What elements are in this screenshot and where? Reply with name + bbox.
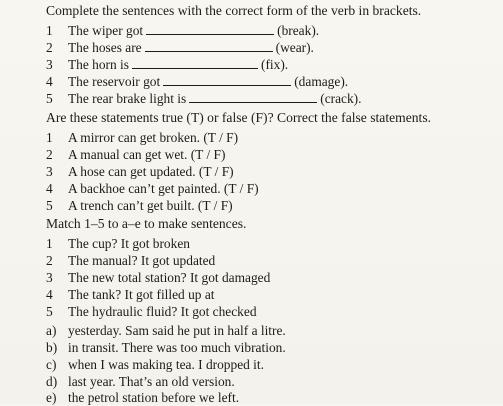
exercise3-ending-b bbox=[46, 339, 286, 356]
sentence-start: The cup? It got broken bbox=[68, 236, 190, 251]
answer-blank[interactable] bbox=[189, 91, 317, 103]
sentence-start: The wiper got bbox=[68, 23, 144, 38]
exercise2-item-1 bbox=[46, 129, 238, 146]
statement-text: A mirror can get broken. (T / F) bbox=[68, 130, 239, 145]
ending-text: last year. That’s an old version. bbox=[68, 374, 235, 389]
exercise3-instruction: Match 1–5 to a–e to make sentences. bbox=[46, 216, 247, 231]
exercise1-item-1 bbox=[46, 22, 319, 39]
ending-letter: b) bbox=[46, 340, 58, 355]
exercise1-item-5 bbox=[46, 90, 362, 107]
exercise3-ending-d bbox=[46, 373, 235, 390]
item-number: 2 bbox=[46, 253, 53, 268]
exercise1-item-4 bbox=[46, 73, 348, 90]
item-number: 1 bbox=[46, 236, 53, 251]
exercise2-item-3 bbox=[46, 163, 234, 180]
item-number: 5 bbox=[46, 91, 53, 106]
item-number: 5 bbox=[46, 304, 53, 319]
exercise3-item-4 bbox=[46, 286, 215, 303]
exercise2-item-5 bbox=[46, 197, 233, 214]
sentence-start: The hoses are bbox=[68, 40, 142, 55]
item-number: 3 bbox=[46, 270, 53, 285]
exercise3-item-3 bbox=[46, 269, 270, 286]
exercise2-item-4 bbox=[46, 180, 259, 197]
ending-text: in transit. There was too much vibration. bbox=[68, 340, 286, 355]
item-number: 3 bbox=[46, 164, 53, 179]
statement-text: A manual can get wet. (T / F) bbox=[68, 147, 226, 162]
answer-blank[interactable] bbox=[146, 23, 274, 35]
exercise1-item-2 bbox=[46, 39, 314, 56]
ending-text: the petrol station before we left. bbox=[68, 390, 240, 405]
item-number: 1 bbox=[46, 130, 53, 145]
exercise2-item-2 bbox=[46, 146, 225, 163]
exercise2-instruction: Are these statements true (T) or false (F)? Correct the false statements. bbox=[46, 110, 432, 125]
answer-blank[interactable] bbox=[132, 57, 258, 69]
answer-blank[interactable] bbox=[145, 40, 273, 52]
statement-text: A backhoe can’t get painted. (T / F) bbox=[68, 181, 259, 196]
exercise1-item-3 bbox=[46, 56, 288, 73]
answer-blank[interactable] bbox=[163, 74, 291, 86]
ending-text: when I was making tea. I dropped it. bbox=[68, 357, 264, 372]
item-number: 4 bbox=[46, 287, 53, 302]
item-number: 5 bbox=[46, 198, 53, 213]
item-number: 1 bbox=[46, 23, 53, 38]
sentence-start: The rear brake light is bbox=[68, 91, 187, 106]
exercise3-item-1 bbox=[46, 235, 190, 252]
sentence-start: The tank? It got filled up at bbox=[68, 287, 215, 302]
ending-text: yesterday. Sam said he put in half a litre. bbox=[68, 323, 286, 338]
exercise3-item-2 bbox=[46, 252, 215, 269]
exercise3-item-5 bbox=[46, 303, 257, 320]
item-number: 2 bbox=[46, 147, 53, 162]
exercise3-ending-e bbox=[46, 389, 239, 406]
sentence-start: The reservoir got bbox=[68, 74, 161, 89]
item-number: 3 bbox=[46, 57, 53, 72]
exercise3-ending-a bbox=[46, 322, 286, 339]
statement-text: A hose can get updated. (T / F) bbox=[68, 164, 234, 179]
sentence-start: The new total station? It got damaged bbox=[68, 270, 271, 285]
sentence-start: The hydraulic fluid? It got checked bbox=[68, 304, 257, 319]
item-number: 4 bbox=[46, 181, 53, 196]
verb-hint: (crack). bbox=[320, 91, 362, 106]
verb-hint: (break). bbox=[277, 23, 320, 38]
exercise1-instruction: Complete the sentences with the correct form of the verb in brackets. bbox=[46, 3, 422, 18]
item-number: 4 bbox=[46, 74, 53, 89]
item-number: 2 bbox=[46, 40, 53, 55]
ending-letter: a) bbox=[46, 323, 57, 338]
ending-letter: c) bbox=[46, 357, 57, 372]
sentence-start: The horn is bbox=[68, 57, 129, 72]
exercise3-ending-c bbox=[46, 356, 264, 373]
ending-letter: d) bbox=[46, 374, 58, 389]
statement-text: A trench can’t get built. (T / F) bbox=[68, 198, 233, 213]
verb-hint: (damage). bbox=[294, 74, 349, 89]
ending-letter: e) bbox=[46, 390, 57, 405]
show-through-text bbox=[330, 190, 333, 204]
verb-hint: (fix). bbox=[261, 57, 289, 72]
sentence-start: The manual? It got updated bbox=[68, 253, 216, 268]
verb-hint: (wear). bbox=[275, 40, 314, 55]
